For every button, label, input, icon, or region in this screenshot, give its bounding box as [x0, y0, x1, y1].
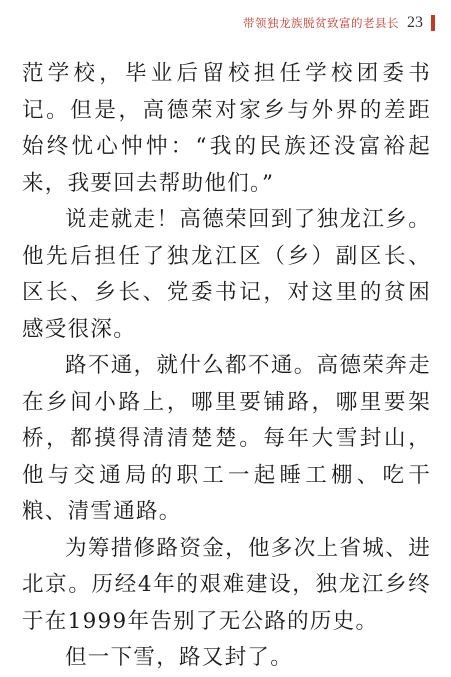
paragraph-continued: 范学校，毕业后留校担任学校团委书记。但是，高德荣对家乡与外界的差距始终忧心忡忡：“我的民族还没富裕起来，我要回去帮助他们。”: [22, 61, 431, 196]
paragraph: 说走就走！高德荣回到了独龙江乡。他先后担任了独龙江区（乡）副区长、区长、乡长、党委书记，对这里的贫困感受很深。: [22, 207, 431, 342]
running-header-title: 带领独龙族脱贫致富的老县长: [243, 16, 399, 30]
header-accent-bar: [431, 15, 435, 31]
paragraph: 但一下雪，路又封了。: [65, 645, 294, 670]
body-text: [22, 56, 431, 677]
paragraph: 为筹措修路资金，他多次上省城、进北京。历经4年的艰难建设，独龙江乡终于在1999年告别了无公路的历史。: [22, 535, 431, 634]
paragraph: 路不通，就什么都不通。高德荣奔走在乡间小路上，哪里要铺路，哪里要架桥，都摸得清清楚楚。每年大雪封山，他与交通局的职工一起睡工棚、吃干粮、清雪通路。: [22, 353, 431, 524]
running-header: [243, 14, 435, 32]
page-number: 23: [407, 14, 423, 31]
